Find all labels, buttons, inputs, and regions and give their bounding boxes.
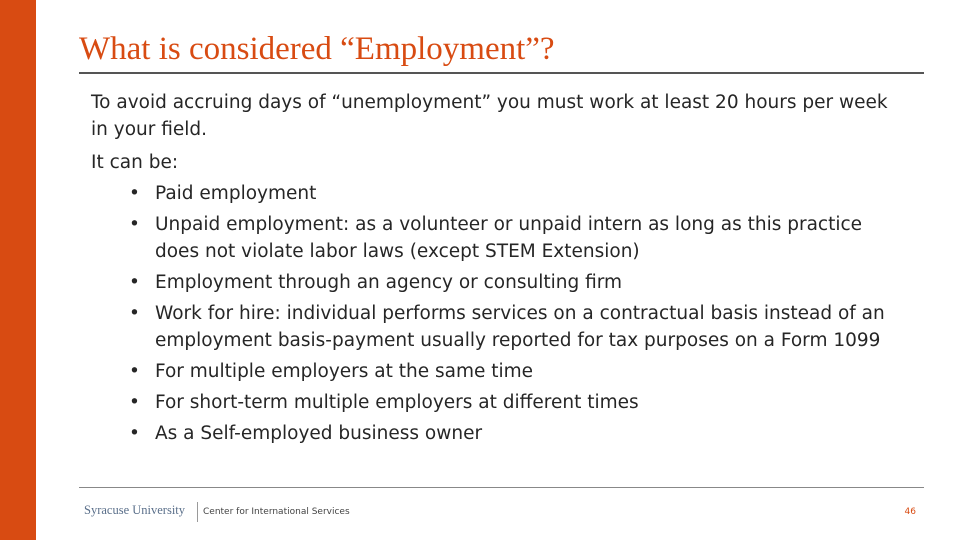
footer-org-name: Center for International Services — [203, 507, 350, 517]
list-item-text: Unpaid employment: as a volunteer or unpaid intern as long as this practice does not violate labor laws (except STEM Extension) — [155, 214, 863, 262]
footer-separator — [197, 502, 198, 522]
list-item — [129, 269, 903, 296]
list-item — [129, 389, 903, 416]
list-item — [129, 420, 903, 447]
page-number: 46 — [904, 507, 916, 517]
title-divider — [79, 72, 924, 74]
list-item — [129, 358, 903, 385]
list-item-text: Work for hire: individual performs services on a contractual basis instead of an employment basis-payment usually reported for tax purposes on a Form 1099 — [155, 303, 885, 351]
list-item-text: For short-term multiple employers at different times — [155, 392, 639, 413]
list-lead: It can be: — [91, 152, 179, 173]
bullet-icon: • — [129, 272, 140, 293]
bullet-icon: • — [129, 303, 140, 324]
bullet-icon: • — [129, 423, 140, 444]
university-logo: Syracuse University — [84, 503, 186, 517]
list-item-text: Employment through an agency or consulting firm — [155, 272, 623, 293]
bullet-icon: • — [129, 214, 140, 235]
footer-divider — [79, 487, 924, 488]
list-item — [129, 180, 903, 207]
bullet-icon: • — [129, 392, 140, 413]
slide-body — [91, 89, 903, 447]
bullet-icon: • — [129, 183, 140, 204]
list-item-text: Paid employment — [155, 183, 317, 204]
slide-title: What is considered “Employment”? — [79, 31, 555, 67]
list-item — [129, 211, 903, 265]
intro-paragraph: To avoid accruing days of “unemployment” you must work at least 20 hours per week in your field. — [91, 92, 888, 140]
employment-list — [91, 180, 903, 447]
side-accent-bar — [0, 0, 36, 540]
list-item — [129, 300, 903, 354]
list-item-text: For multiple employers at the same time — [155, 361, 534, 382]
bullet-icon: • — [129, 361, 140, 382]
list-item-text: As a Self-employed business owner — [155, 423, 483, 444]
